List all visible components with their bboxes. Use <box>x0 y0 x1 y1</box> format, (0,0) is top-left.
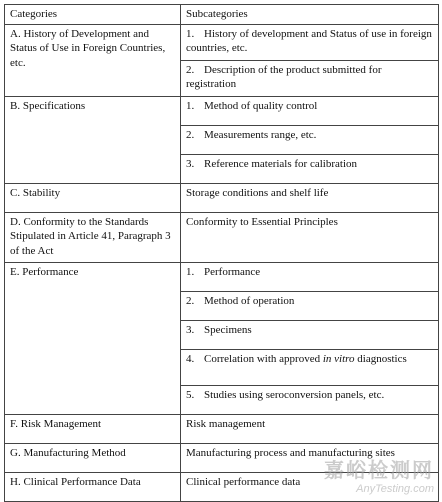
category-cell: F. Risk Management <box>5 414 181 443</box>
subcategory-cell: Storage conditions and shelf life <box>181 183 439 212</box>
category-cell: B. Specifications <box>5 96 181 183</box>
category-cell: H. Clinical Performance Data <box>5 472 181 501</box>
subcategory-cell: 2. Measurements range, etc. <box>181 125 439 154</box>
subcategory-cell: 2. Method of operation <box>181 291 439 320</box>
category-cell: A. History of Development and Status of Use in Foreign Countries, etc. <box>5 24 181 96</box>
subcategory-cell: Clinical performance data <box>181 472 439 501</box>
subcategory-cell: Manufacturing process and manufacturing sites <box>181 443 439 472</box>
subcategory-cell: Conformity to Essential Principles <box>181 212 439 262</box>
table-header-row <box>5 5 439 25</box>
categories-table <box>4 4 439 502</box>
header-categories: Categories <box>5 5 181 25</box>
category-cell: E. Performance <box>5 262 181 414</box>
subcategory-cell: 4. Correlation with approved in vitro diagnostics <box>181 349 439 385</box>
subcategory-cell: 1. Performance <box>181 262 439 291</box>
table-row <box>5 183 439 212</box>
category-cell: C. Stability <box>5 183 181 212</box>
table-row <box>5 414 439 443</box>
subcategory-cell: 2. Description of the product submitted for registration <box>181 60 439 96</box>
table-row <box>5 212 439 262</box>
subcategory-cell: 5. Studies using seroconversion panels, etc. <box>181 385 439 414</box>
watermark-cn: 嘉峪检测网 <box>324 460 434 482</box>
table-row <box>5 472 439 501</box>
category-cell: G. Manufacturing Method <box>5 443 181 472</box>
subcategory-cell: 1. Method of quality control <box>181 96 439 125</box>
header-subcategories: Subcategories <box>181 5 439 25</box>
category-cell: D. Conformity to the Standards Stipulated in Article 41, Paragraph 3 of the Act <box>5 212 181 262</box>
watermark-en: AnyTesting.com <box>356 483 434 495</box>
subcategory-cell: 3. Reference materials for calibration <box>181 154 439 183</box>
table-row <box>5 262 439 291</box>
table-row <box>5 96 439 125</box>
subcategory-cell: 3. Specimens <box>181 320 439 349</box>
subcategory-cell: Risk management <box>181 414 439 443</box>
table-row <box>5 24 439 60</box>
table-row <box>5 443 439 472</box>
subcategory-cell: 1. History of development and Status of use in foreign countries, etc. <box>181 24 439 60</box>
